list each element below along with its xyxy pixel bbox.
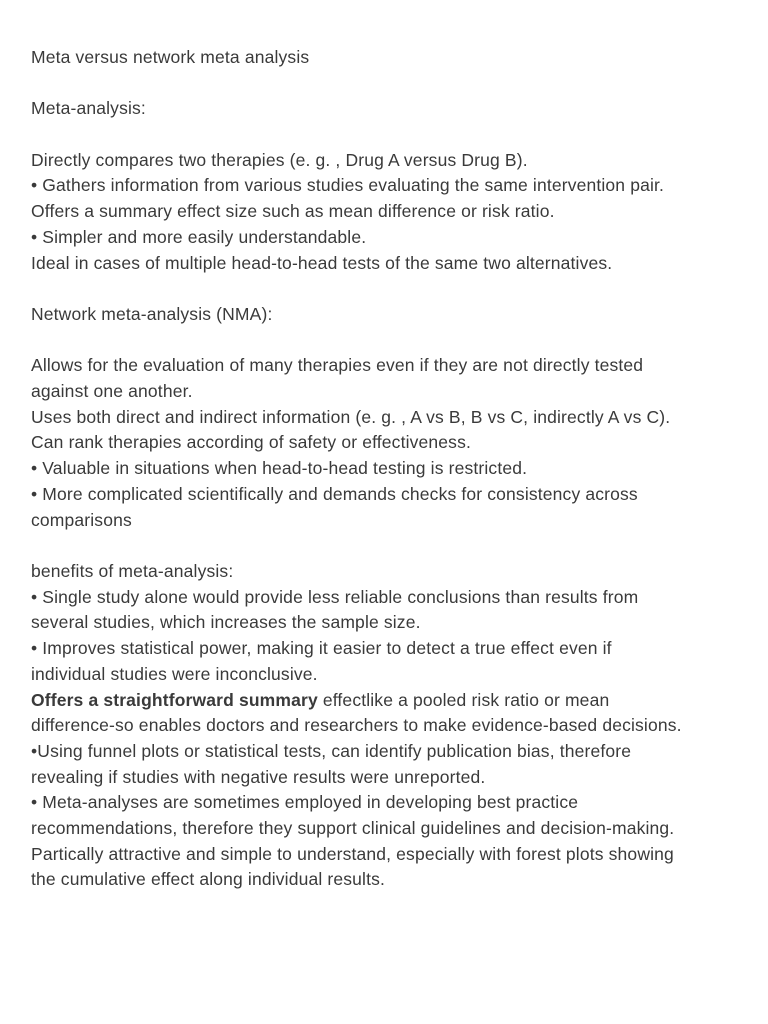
- benefits-line: difference-so enables doctors and researchers to make evidence-based decisions.: [31, 715, 682, 736]
- benefits-summary-line: [31, 688, 737, 714]
- meta-line: • Simpler and more easily understandable.: [31, 226, 367, 247]
- nma-line: Uses both direct and indirect information (e. g. , A vs B, B vs C, indirectly A vs C).: [31, 406, 671, 427]
- benefits-line: the cumulative effect along individual results.: [31, 869, 386, 890]
- meta-analysis-heading: Meta-analysis:: [31, 98, 146, 119]
- nma-line: • More complicated scientifically and demands checks for consistency across: [31, 483, 638, 504]
- benefits-heading: benefits of meta-analysis:: [31, 560, 234, 581]
- benefits-line: •Using funnel plots or statistical tests, can identify publication bias, therefore: [31, 740, 632, 761]
- bold-phrase: Offers a straightforward summary: [31, 689, 318, 710]
- meta-line: • Gathers information from various studies evaluating the same intervention pair.: [31, 175, 665, 196]
- blank-line: [31, 328, 737, 354]
- nma-line: Allows for the evaluation of many therapies even if they are not directly tested: [31, 355, 644, 376]
- blank-line: [31, 122, 737, 148]
- benefits-line: individual studies were inconclusive.: [31, 663, 318, 684]
- benefits-line: Partically attractive and simple to understand, especially with forest plots showing: [31, 843, 674, 864]
- nma-line: against one another.: [31, 381, 193, 402]
- blank-line: [31, 276, 737, 302]
- benefits-line: • Meta-analyses are sometimes employed in developing best practice: [31, 792, 579, 813]
- nma-line: Can rank therapies according of safety or effectiveness.: [31, 432, 471, 453]
- nma-line: comparisons: [31, 509, 132, 530]
- benefits-line: recommendations, therefore they support clinical guidelines and decision-making.: [31, 818, 675, 839]
- nma-heading: Network meta-analysis (NMA):: [31, 303, 273, 324]
- benefits-line: revealing if studies with negative results were unreported.: [31, 766, 486, 787]
- benefits-line: • Single study alone would provide less reliable conclusions than results from: [31, 586, 639, 607]
- benefits-line: • Improves statistical power, making it easier to detect a true effect even if: [31, 638, 612, 659]
- meta-line: Offers a summary effect size such as mean difference or risk ratio.: [31, 201, 555, 222]
- meta-line: Directly compares two therapies (e. g. , Drug A versus Drug B).: [31, 149, 528, 170]
- blank-line: [31, 71, 737, 97]
- meta-line: Ideal in cases of multiple head-to-head tests of the same two alternatives.: [31, 252, 613, 273]
- nma-line: • Valuable in situations when head-to-head testing is restricted.: [31, 458, 528, 479]
- summary-line-rest: effectlike a pooled risk ratio or mean: [317, 689, 610, 710]
- document-title: Meta versus network meta analysis: [31, 47, 310, 67]
- blank-line: [31, 533, 737, 559]
- benefits-line: several studies, which increases the sample size.: [31, 612, 421, 633]
